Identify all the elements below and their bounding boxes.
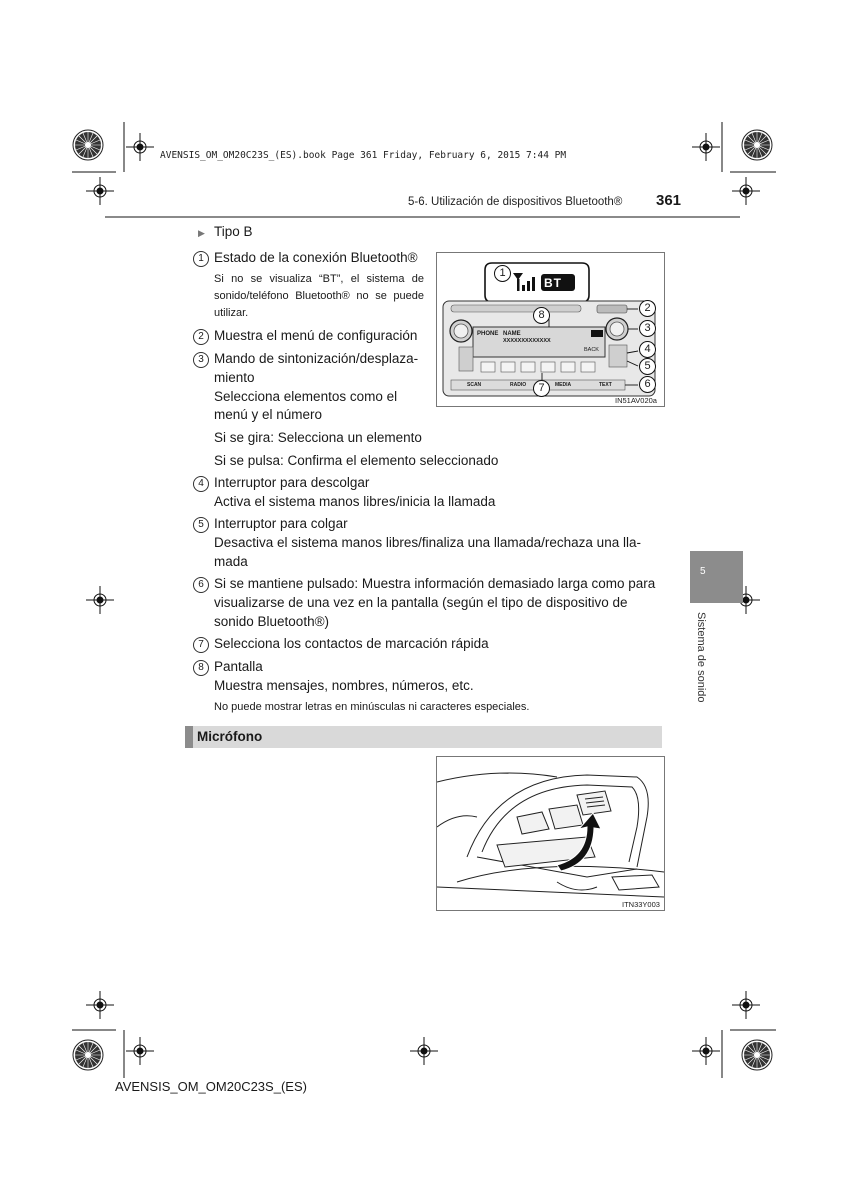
button-label-radio: RADIO [510, 382, 527, 388]
head-unit-figure [436, 252, 665, 407]
screen-name-label: NAME [503, 331, 521, 337]
button-label-media: MEDIA [555, 382, 572, 388]
page-number: 361 [656, 192, 682, 209]
item-number: 5 [193, 517, 209, 533]
item-text: Interruptor para colgar [214, 516, 348, 531]
section-accent [185, 726, 193, 748]
button-label-scan: SCAN [467, 382, 482, 388]
item-number: 4 [193, 476, 209, 492]
screen-phone-label: PHONE [477, 331, 499, 337]
chapter-tab [690, 551, 743, 603]
type-label: Tipo B [214, 224, 253, 239]
callout-number: 7 [533, 380, 550, 397]
microphone-illustration [437, 757, 664, 910]
button-label-text: TEXT [599, 382, 612, 388]
item-text: Activa el sistema manos libres/inicia la llamada [214, 494, 496, 509]
item-text: mada [214, 554, 248, 569]
item-text: miento [214, 370, 255, 385]
item-text: Si se pulsa: Confirma el elemento seleccionado [214, 453, 499, 468]
callout-number: 8 [533, 307, 550, 324]
item-number: 1 [193, 251, 209, 267]
section-heading: 5-6. Utilización de dispositivos Bluetooth® [408, 196, 623, 208]
book-info-line: AVENSIS_OM_OM20C23S_(ES).book Page 361 Friday, February 6, 2015 7:44 PM [160, 150, 567, 161]
item-note: Si no se visualiza “BT”, el sistema de sonido/teléfono Bluetooth® no se puede utilizar. [214, 273, 424, 319]
section-title: Micrófono [197, 729, 263, 744]
item-number: 2 [193, 329, 209, 345]
item-text: Selecciona los contactos de marcación rápida [214, 636, 489, 651]
callout-number: 2 [639, 300, 656, 317]
item-number: 8 [193, 660, 209, 676]
callout-number: 3 [639, 320, 656, 337]
item-text: Pantalla [214, 659, 263, 674]
item-text: Interruptor para descolgar [214, 475, 370, 490]
item-text: Desactiva el sistema manos libres/finaliza una llamada/rechaza una lla- [214, 535, 641, 550]
item-text: Selecciona elementos como el [214, 389, 398, 404]
item-text: Si se gira: Selecciona un elemento [214, 430, 422, 445]
chapter-number: 5 [700, 566, 706, 577]
item-text: Mando de sintonización/desplaza- [214, 351, 419, 366]
microphone-figure [436, 756, 665, 911]
callout-number: 1 [494, 265, 511, 282]
item-text: Muestra el menú de configuración [214, 328, 418, 343]
chapter-label: Sistema de sonido [695, 612, 707, 703]
item-text: menú y el número [214, 407, 323, 422]
section-title-bar [185, 726, 662, 748]
figure-code: IN51AV020a [615, 396, 657, 405]
item-number: 3 [193, 352, 209, 368]
bullet-triangle-icon: ▶ [198, 228, 205, 238]
header-rule [105, 216, 740, 218]
item-number: 6 [193, 577, 209, 593]
item-number: 7 [193, 637, 209, 653]
callout-number: 6 [639, 376, 656, 393]
callout-number: 5 [639, 358, 656, 375]
item-note: No puede mostrar letras en minúsculas ni caracteres especiales. [214, 701, 530, 713]
screen-back-label: BACK [584, 347, 599, 353]
bt-indicator-label: BT [544, 276, 562, 290]
item-text: sonido Bluetooth®) [214, 614, 330, 629]
screen-number-label: XXXXXXXXXXXXX [503, 338, 551, 344]
item-text: Muestra mensajes, nombres, números, etc. [214, 678, 474, 693]
callout-number: 4 [639, 341, 656, 358]
item-text: Estado de la conexión Bluetooth® [214, 250, 418, 265]
item-text: visualizarse de una vez en la pantalla (según el tipo de dispositivo de [214, 595, 628, 610]
item-text: Si se mantiene pulsado: Muestra información demasiado larga como para [214, 576, 656, 591]
figure-code: ITN33Y003 [622, 900, 660, 909]
footer-text: AVENSIS_OM_OM20C23S_(ES) [115, 1079, 307, 1094]
